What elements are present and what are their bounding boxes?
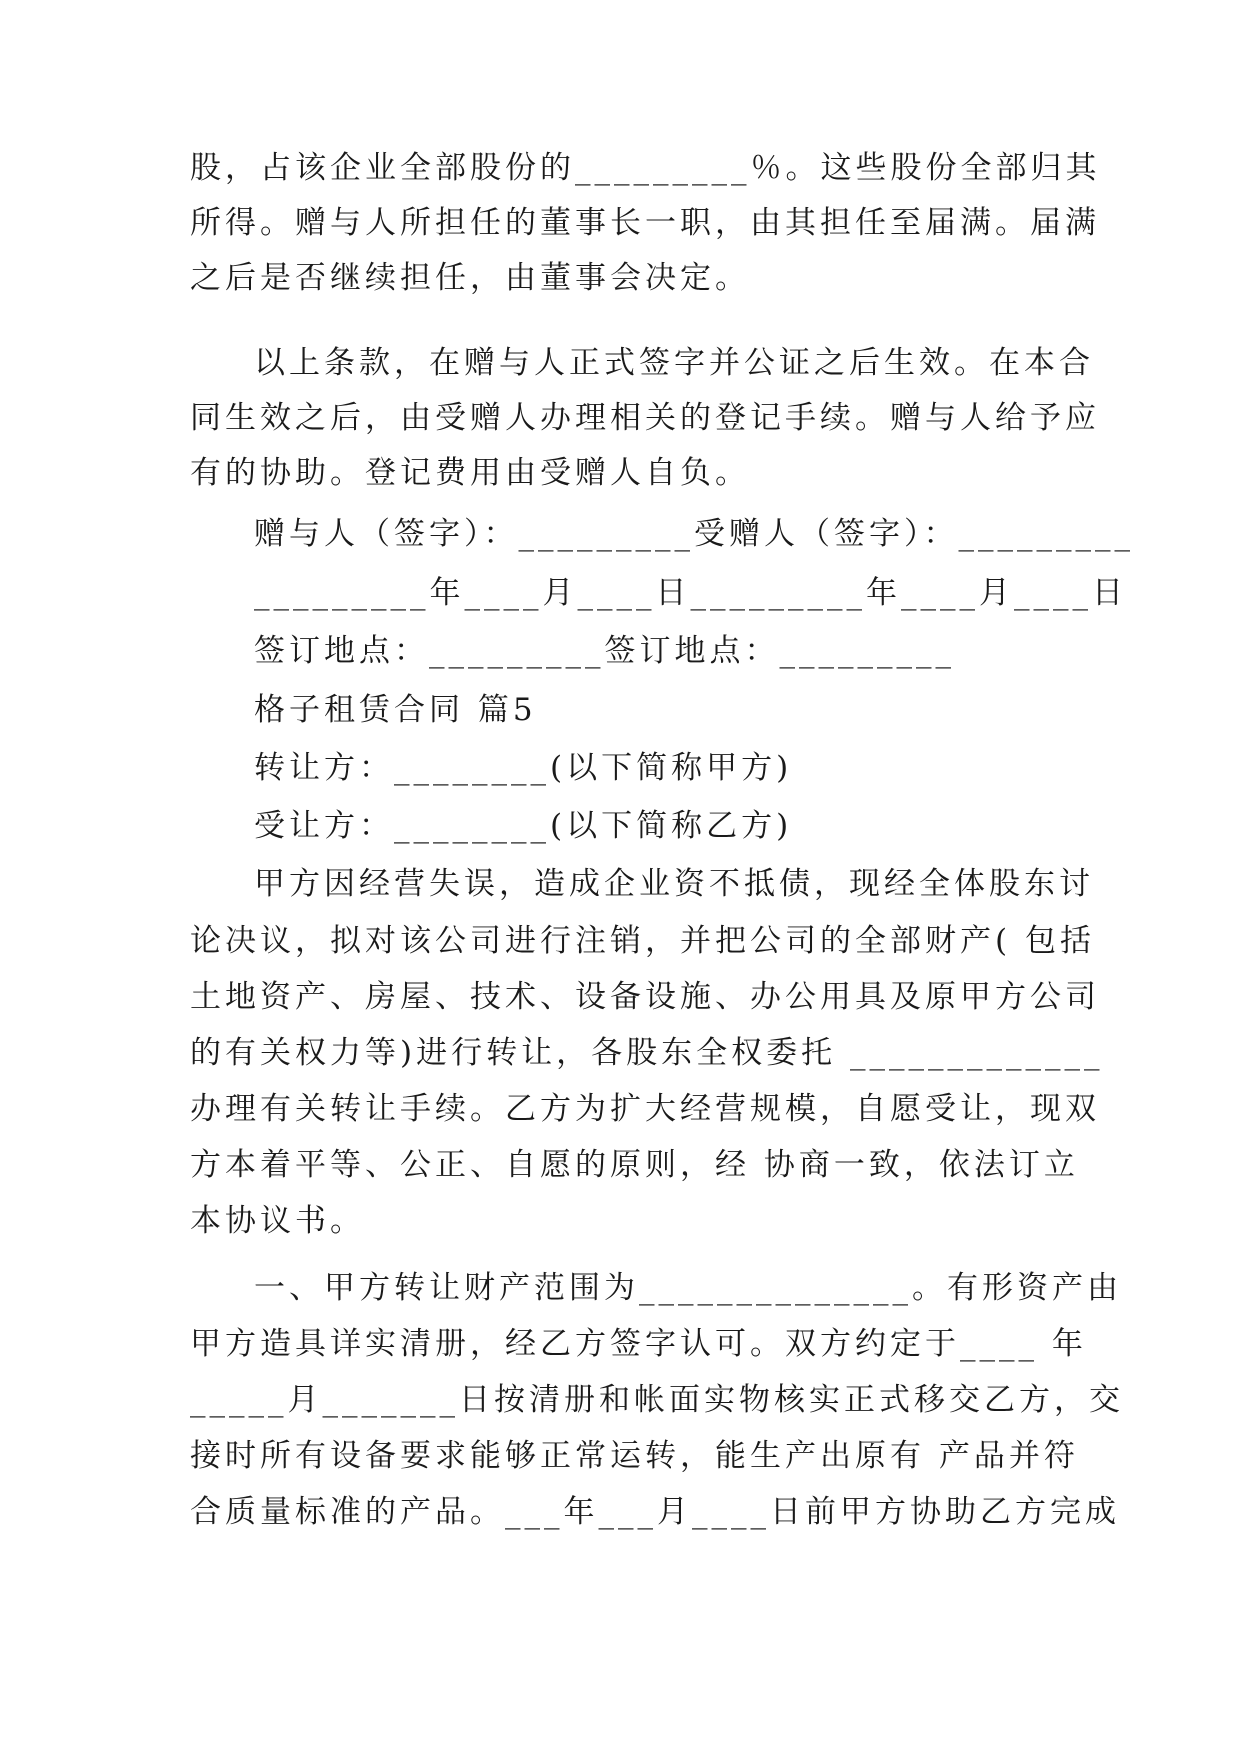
date-line: _________年____月____日_________年____月____日 bbox=[254, 575, 1127, 611]
paragraph-start: 甲方因经营失误，造成企业资不抵债，现经全体股东讨 bbox=[254, 866, 1094, 902]
text-line: 接时所有设备要求能够正常运转，能生产出原有 产品并符 bbox=[190, 1438, 1079, 1474]
text-line: 合质量标准的产品。___年___月____日前甲方协助乙方完成 bbox=[190, 1494, 1120, 1530]
text-line: 论决议，拟对该公司进行注销，并把公司的全部财产( 包括 bbox=[190, 923, 1095, 959]
text-line: 之后是否继续担任，由董事会决定。 bbox=[190, 260, 750, 296]
text-line: 所得。赠与人所担任的董事长一职，由其担任至届满。届满 bbox=[190, 205, 1100, 241]
paragraph-start: 以上条款，在赠与人正式签字并公证之后生效。在本合 bbox=[254, 345, 1094, 381]
text-line: 同生效之后，由受赠人办理相关的登记手续。赠与人给予应 bbox=[190, 400, 1100, 436]
text-line: 有的协助。登记费用由受赠人自负。 bbox=[190, 455, 750, 491]
text-line: 方本着平等、公正、自愿的原则，经 协商一致，依法订立 bbox=[190, 1147, 1079, 1183]
text-line: _____月_______日按清册和帐面实物核实正式移交乙方，交 bbox=[190, 1382, 1124, 1418]
transferor-line: 转让方：________(以下简称甲方) bbox=[254, 750, 793, 786]
signing-place-line: 签订地点：_________签订地点：_________ bbox=[254, 633, 955, 669]
transferee-line: 受让方：________(以下简称乙方) bbox=[254, 808, 793, 844]
paragraph-start: 一、甲方转让财产范围为______________。有形资产由 bbox=[254, 1270, 1122, 1306]
text-line: 办理有关转让手续。乙方为扩大经营规模，自愿受让，现双 bbox=[190, 1091, 1100, 1127]
text-line: 的有关权力等)进行转让，各股东全权委托 _____________ bbox=[190, 1035, 1104, 1071]
section-title: 格子租赁合同 篇5 bbox=[254, 692, 537, 728]
text-line: 甲方造具详实清册，经乙方签字认可。双方约定于____ 年 bbox=[190, 1326, 1087, 1362]
text-line: 土地资产、房屋、技术、设备设施、办公用具及原甲方公司 bbox=[190, 979, 1100, 1015]
text-line: 股，占该企业全部股份的_________％。这些股份全部归其 bbox=[190, 150, 1101, 186]
text-line: 本协议书。 bbox=[190, 1203, 365, 1239]
signature-line: 赠与人（签字）：_________受赠人（签字）：_________ bbox=[254, 516, 1134, 552]
